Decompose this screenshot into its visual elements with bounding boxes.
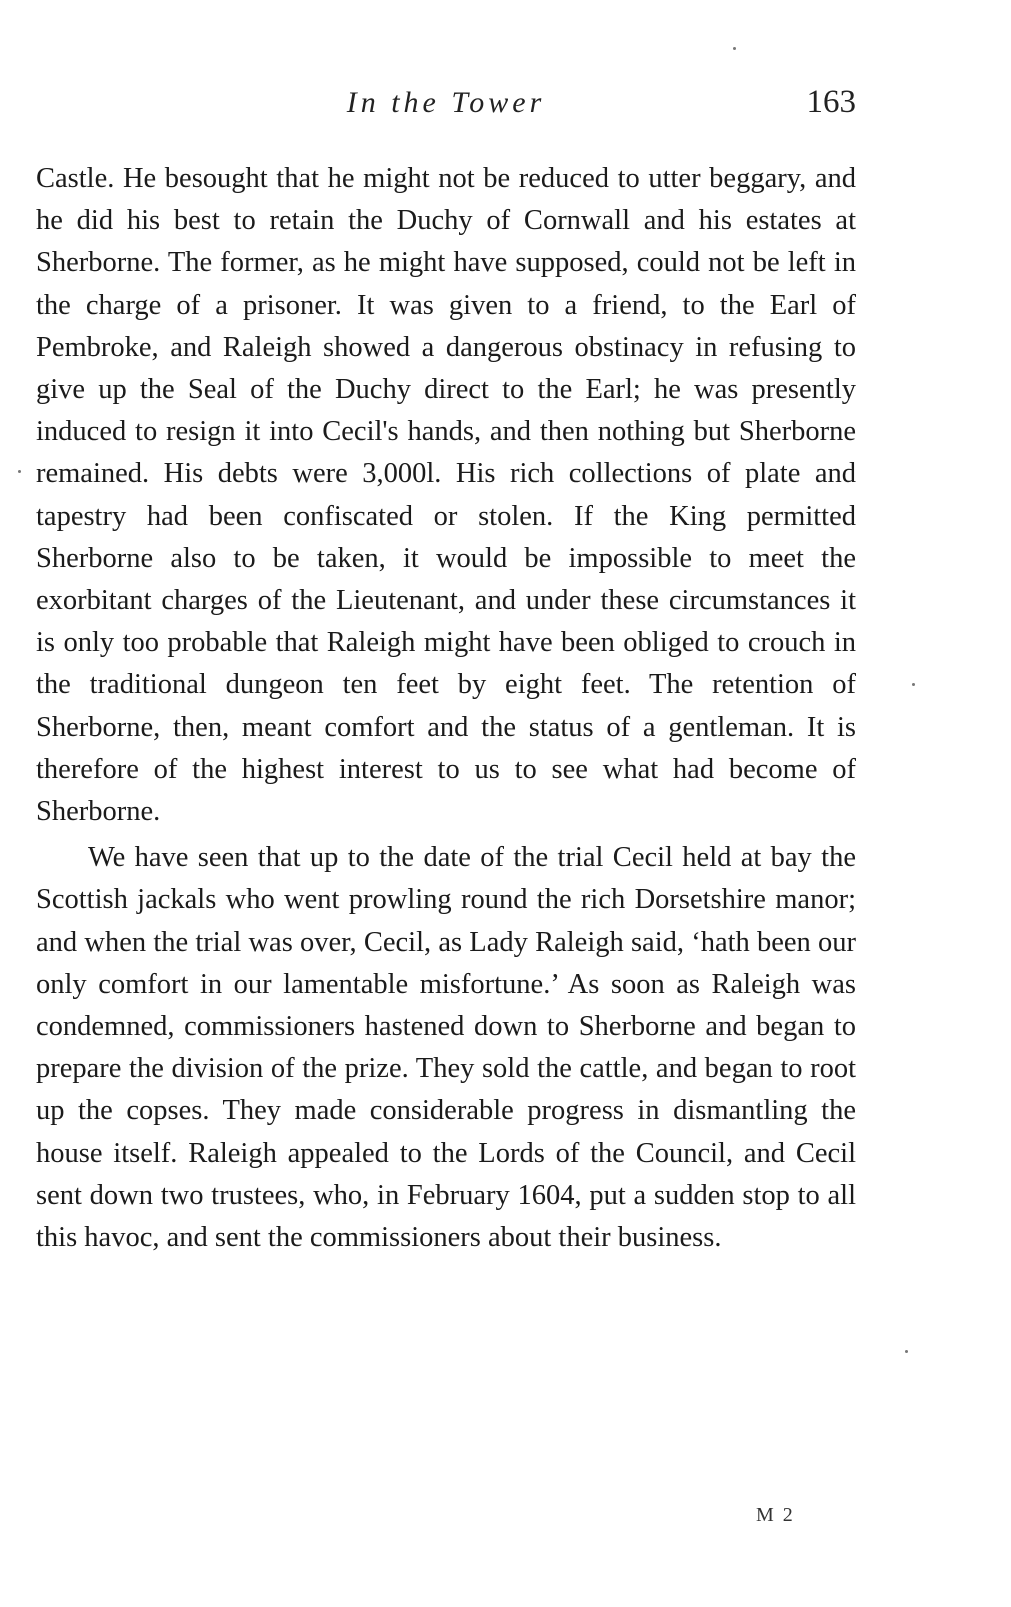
running-title: In the Tower: [346, 86, 546, 119]
signature-mark: M 2: [756, 1504, 795, 1526]
page-number: 163: [806, 84, 856, 120]
paragraph: We have seen that up to the date of the trial Cecil held at bay the Scottish jackals who went prowling round the rich Dorsetshire manor; and when the trial was over, Cecil, as Lady Raleigh said, ‘hath been our only comfort in our lamentable misfortune.’ As soon as Raleigh was condemned, commissioners hastened down to Sherborne and began to prepare the division of the prize. They sold the cattle, and began to root up the copses. They made considerable progress in dismantling the house itself. Raleigh appealed to the Lords of the Council, and Cecil sent down two trustees, who, in February 1604, put a sudden stop to all this havoc, and sent the commissioners about their business.: [36, 842, 856, 1254]
body-text: [36, 158, 856, 1259]
scan-speck: [18, 470, 21, 473]
scan-speck: [912, 683, 915, 686]
scan-speck: [905, 1350, 908, 1353]
paragraph: Castle. He besought that he might not be reduced to utter beggary, and he did his best to retain the Duchy of Cornwall and his estates at Sherborne. The former, as he might have supposed, could not be left in the charge of a prisoner. It was given to a friend, to the Earl of Pembroke, and Raleigh showed a dangerous obstinacy in refusing to give up the Seal of the Duchy direct to the Earl; he was presently induced to resign it into Cecil's hands, and then nothing but Sherborne remained. His debts were 3,000l. His rich collections of plate and tapestry had been confiscated or stolen. If the King permitted Sherborne also to be taken, it would be impossible to meet the exorbitant charges of the Lieutenant, and under these circumstances it is only too probable that Raleigh might have been obliged to crouch in the traditional dungeon ten feet by eight feet. The retention of Sherborne, then, meant comfort and the status of a gentleman. It is therefore of the highest interest to us to see what had become of Sherborne.: [36, 163, 856, 828]
scan-speck: [733, 47, 736, 50]
running-head: [36, 78, 856, 128]
